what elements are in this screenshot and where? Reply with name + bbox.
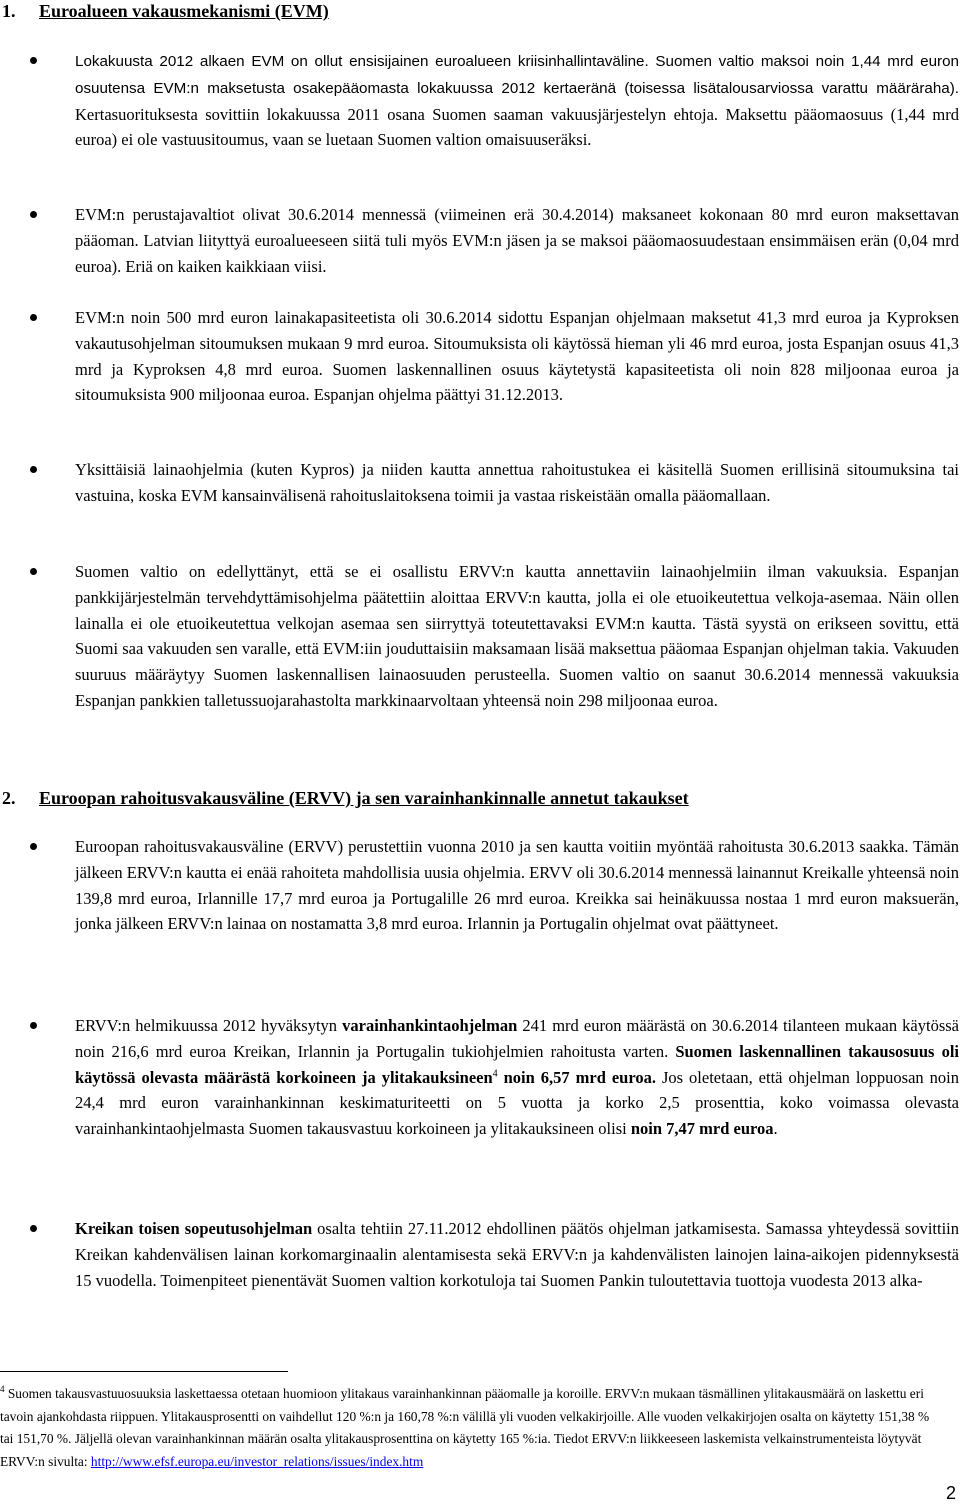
footnote-marker: 4 — [0, 1384, 5, 1394]
bullet-evm-capacity: EVM:n noin 500 mrd euron lainakapasiteetista oli 30.6.2014 sidottu Espanjan ohjelmaan maksetut 41,3 mrd euroa ja Kyproksen vakautusohjelman sitoumuksen mukaan 9 mrd euroa. Sitoumuksista oli käytössä hieman yli 46 mrd euroa, josta Espanjan osuus 41,3 mrd ja Kyproksen 4,8 mrd euroa. Suomen laskennallinen osuus käytetystä kapasiteetista oli noin 828 miljoonaa euroa ja sitoumuksista 900 miljoonaa euroa. Espanjan ohjelma päättyi 31.12.2013. — [75, 305, 959, 408]
bullet-funding-program: ERVV:n helmikuussa 2012 hyväksytyn varainhankintaohjelman 241 mrd euron määrästä on 30.6.2014 tilanteen mukaan käytössä noin 216,6 mrd euroa Kreikan, Irlannin ja Portugalin tukiohjelmien rahoitusta varten. Suomen laskennallinen takausosuus oli käytössä olevasta määrästä korkoineen ja ylitakauksineen$^4$ noin 6,57 mrd euroa. Jos oletetaan, että ohjelman loppuosan noin 24,4 mrd euron varainhankinnan keskimaturiteetti on 5 vuotta ja korko 2,5 prosenttia, koko voimassa olevasta varainhankintaohjelmasta Suomen takausvastuu korkoineen ja ylitakauksineen olisi noin 7,47 mrd euroa. — [75, 1013, 959, 1142]
footnote-ref: 4 — [492, 1068, 498, 1080]
section-2-heading — [0, 787, 689, 809]
section-title: Euroopan rahoitusvakausväline (ERVV) ja sen varainhankinnalle annetut takaukset — [39, 788, 689, 808]
section-title: Euroalueen vakausmekanismi (EVM) — [39, 1, 329, 21]
footnote-divider — [0, 1371, 288, 1372]
section-number: 1. — [2, 1, 16, 21]
bullet-collateral: Suomen valtio on edellyttänyt, että se ei osallistu ERVV:n kautta annettaviin lainaohjelmiin ilman vakuuksia. Espanjan pankkijärjestelmän tervehdyttämisohjelma päätettiin aloittaa ERVV:n kautta, jolla ei ole etuoikeutettua velkoja-asemaa. Näin ollen lainalla ei ole etuoikeutettua velkojan asemaa sen siirryttyä toteutettavaksi EVM:n kautta. Tästä syystä on erikseen sovittu, että Suomi saa vakuuden sen varalle, että EVM:iin jouduttaisiin maksamaan lisää maksettua pääomaa Espanjan ohjelman takia. Vakuuden suuruus määräytyy Suomen laskennallisen lainaosuuden perusteella. Suomen valtio on saanut 30.6.2014 mennessä vakuuksia Espanjan pankkien talletussuojarahastolta markkinaarvoltaan yhteensä noin 298 miljoonaa euroa. — [75, 559, 959, 714]
efsf-link[interactable]: http://www.efsf.europa.eu/investor_relations/issues/index.htm — [90, 1453, 424, 1469]
bullet-loan-programs: Yksittäisiä lainaohjelmia (kuten Kypros) ja niiden kautta annettua rahoitustukea ei käsitellä Suomen erillisinä sitoumuksina tai vastuina, koska EVM kansainvälisenä rahoituslaitoksena toimii ja vastaa riskeistään omalla pääomallaan. — [75, 457, 959, 509]
footnote: $^4$ Suomen takausvastuuosuuksia laskettaessa otetaan huomioon ylitakaus varainhankinnan pääomalle ja koroille. ERVV:n mukaan täsmällinen ylitakausmäärä on laskettu eri tavoin ajankohdasta riippuen. Ylitakausprosentti on vaihdellut 120 %:n ja 160,78 %:n välillä yli vuoden velkakirjoille. Alle vuoden velkakirjojen osalta on käytetty 151,38 % tai 151,70 %. Jäljellä olevan varainhankinnan määrän osalta ylitakausprosenttina on käytetty 165 %:ia. Tiedot ERVV:n liikkeeseen laskemista velkainstrumenteista löytyvät ERVV:n sivulta: http://www.efsf.europa.eu/investor_relations/issues/index.htm — [0, 1384, 930, 1469]
section-number: 2. — [2, 788, 16, 808]
bullet-evm-capital: Lokakuusta 2012 alkaen EVM on ollut ensisijainen euroalueen kriisinhallintaväline. Suomen valtio maksoi noin 1,44 mrd euron osuutensa EVM:n maksetusta osakepääomasta lokakuussa 2012 kertaeränä (toisessa lisätalousarviossa varattu määräraha). Kertasuorituksesta sovittiin lokakuussa 2011 osana Suomen saaman vakuusjärjestelyn ehtoja. Maksettu pääomaosuus (1,44 mrd euroa) ei ole vastuusitoumus, vaan se luetaan Suomen valtion omaisuuseräksi. — [75, 48, 959, 153]
section-1-heading — [0, 0, 329, 22]
bullet-efsf-lending: Euroopan rahoitusvakausväline (ERVV) perustettiin vuonna 2010 ja sen kautta voitiin myöntää rahoitusta 30.6.2013 saakka. Tämän jälkeen ERVV:n kautta ei enää rahoiteta mahdollisia uusia ohjelmia. ERVV oli 30.6.2014 mennessä lainannut Kreikalle yhteensä noin 139,8 mrd euroa, Irlannille 17,7 mrd euroa ja Portugalille 26 mrd euroa. Kreikka sai heinäkuussa nostaa 1 mrd euron maksuerän, jonka jälkeen ERVV:n lainaa on nostamatta 3,8 mrd euroa. Irlannin ja Portugalin ohjelmat ovat päättyneet. — [75, 834, 959, 937]
bullet-evm-founders: EVM:n perustajavaltiot olivat 30.6.2014 mennessä (viimeinen erä 30.4.2014) maksaneet kokonaan 80 mrd euron maksettavan pääoman. Latvian liityttyä euroalueeseen siitä tuli myös EVM:n jäsen ja se maksoi pääomaosuudestaan ensimmäisen erän (0,04 mrd euroa). Eriä on kaiken kaikkiaan viisi. — [75, 202, 959, 279]
bullet-greece-program: Kreikan toisen sopeutusohjelman osalta tehtiin 27.11.2012 ehdollinen päätös ohjelman jatkamisesta. Samassa yhteydessä sovittiin Kreikan kahdenvälisen lainan korkomarginaalin alentamisesta sekä ERVV:n ja kahdenvälisten lainojen laina-aikojen pidennyksestä 15 vuodella. Toimenpiteet pienentävät Suomen valtion korkotuloja tai Suomen Pankin tuloutettavia tuottoja vuodesta 2013 alka- — [75, 1216, 959, 1293]
page-number: 2 — [945, 1483, 956, 1503]
